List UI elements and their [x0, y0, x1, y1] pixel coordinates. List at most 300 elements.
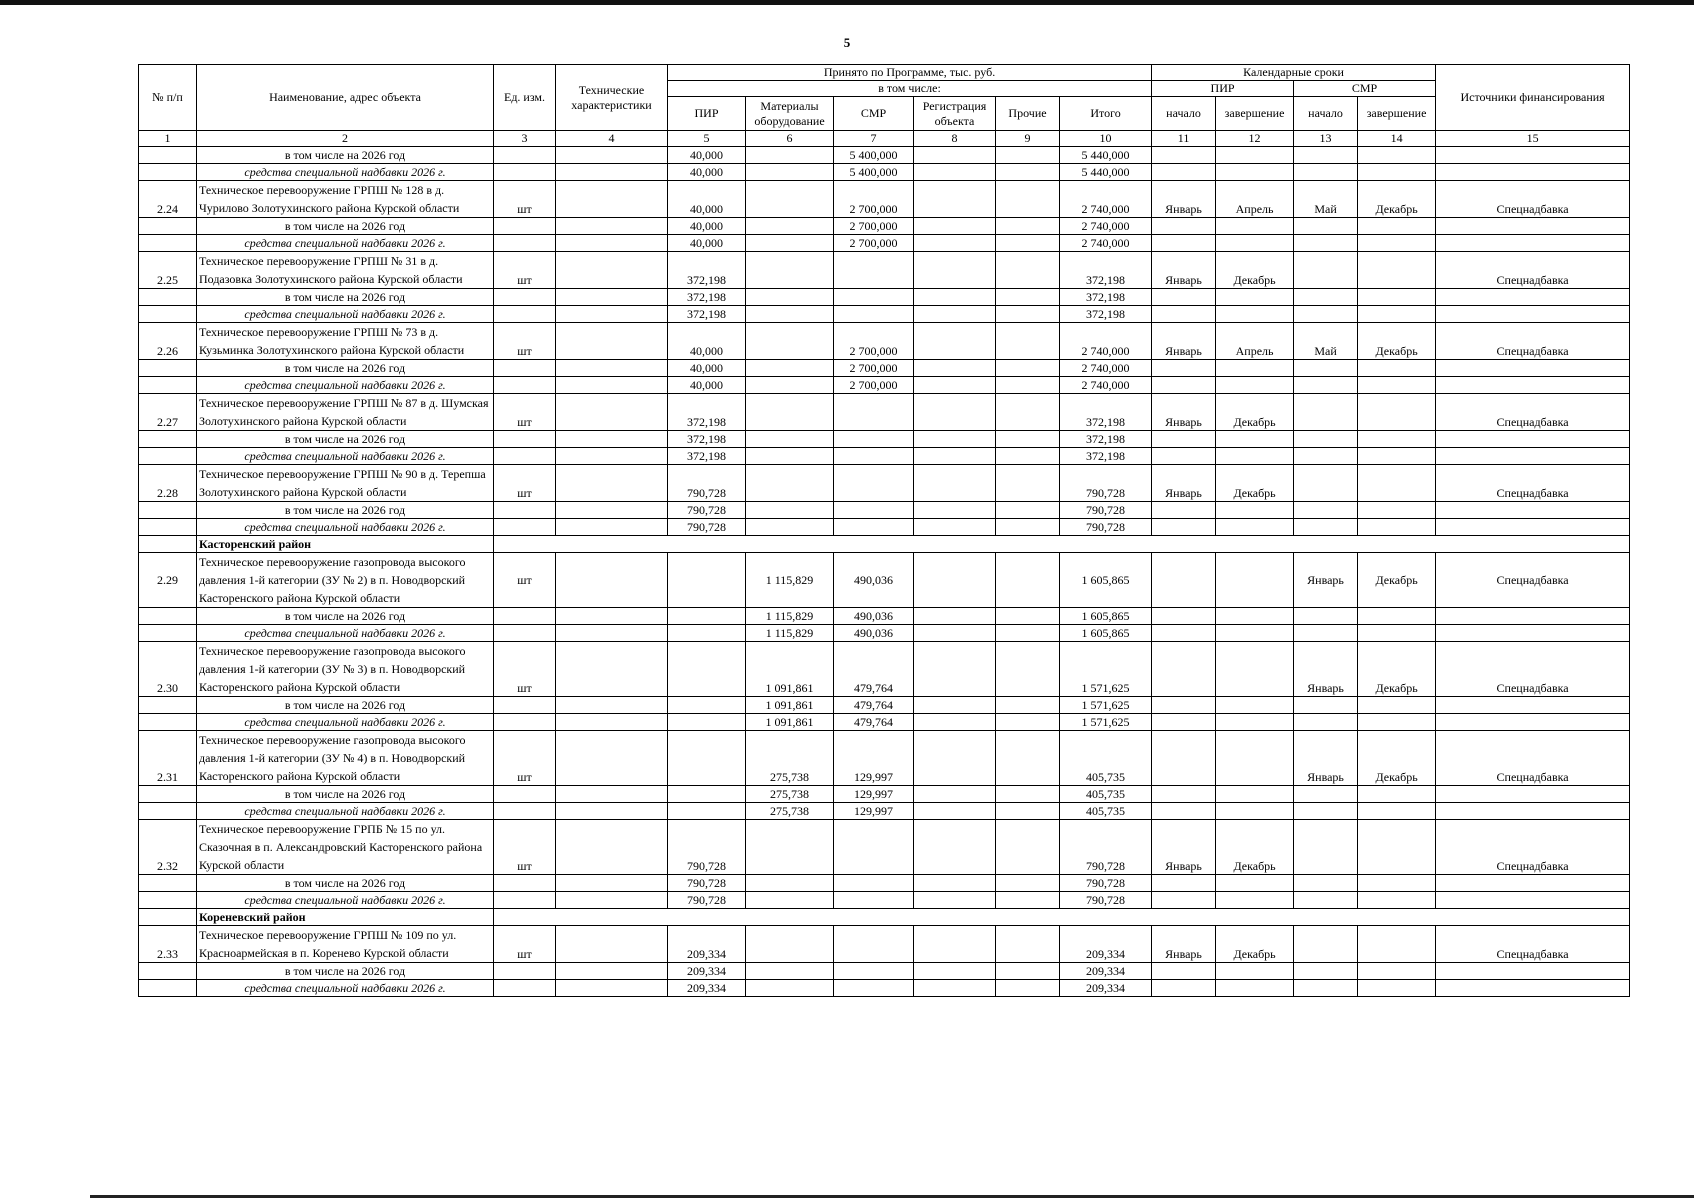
row-smr: 129,997 — [834, 731, 914, 786]
row-registration — [914, 963, 996, 980]
row-other — [996, 147, 1060, 164]
row-smr-end — [1358, 147, 1436, 164]
row-materials — [746, 147, 834, 164]
row-source — [1436, 306, 1630, 323]
row-num — [139, 536, 197, 553]
fund-row — [139, 980, 1630, 997]
row-registration — [914, 394, 996, 431]
row-smr-end — [1358, 820, 1436, 875]
row-num: 2.25 — [139, 252, 197, 289]
row-smr — [834, 926, 914, 963]
row-pir-start — [1152, 519, 1216, 536]
district-row — [139, 909, 1630, 926]
row-pir-end — [1216, 553, 1294, 608]
row-num — [139, 608, 197, 625]
row-registration — [914, 377, 996, 394]
row-other — [996, 360, 1060, 377]
row-tech — [556, 608, 668, 625]
row-pir-start — [1152, 786, 1216, 803]
row-registration — [914, 360, 996, 377]
row-registration — [914, 553, 996, 608]
row-pir-end — [1216, 431, 1294, 448]
row-pir-end: Декабрь — [1216, 252, 1294, 289]
fund-row — [139, 306, 1630, 323]
row-pir: 372,198 — [668, 448, 746, 465]
row-name: средства специальной надбавки 2026 г. — [197, 714, 494, 731]
row-smr — [834, 431, 914, 448]
row-materials: 275,738 — [746, 803, 834, 820]
row-registration — [914, 625, 996, 642]
object-row — [139, 394, 1630, 431]
row-registration — [914, 502, 996, 519]
row-pir: 372,198 — [668, 394, 746, 431]
row-other — [996, 625, 1060, 642]
row-pir — [668, 642, 746, 697]
row-source — [1436, 786, 1630, 803]
header-smr: СМР — [834, 97, 914, 131]
row-name: Техническое перевооружение газопровода высокого давления 1-й категории (ЗУ № 4) в п. Новодворский Касторенского района Курской области — [197, 731, 494, 786]
row-unit — [494, 289, 556, 306]
row-source: Спецнадбавка — [1436, 731, 1630, 786]
row-other — [996, 820, 1060, 875]
row-registration — [914, 875, 996, 892]
row-smr-start: Январь — [1294, 553, 1358, 608]
row-name: средства специальной надбавки 2026 г. — [197, 892, 494, 909]
row-total: 372,198 — [1060, 448, 1152, 465]
subtotal-row — [139, 963, 1630, 980]
row-pir — [668, 608, 746, 625]
row-smr-end — [1358, 289, 1436, 306]
row-pir: 40,000 — [668, 164, 746, 181]
row-num — [139, 218, 197, 235]
row-tech — [556, 519, 668, 536]
row-pir: 40,000 — [668, 147, 746, 164]
row-smr: 129,997 — [834, 803, 914, 820]
page-number: 5 — [843, 35, 851, 50]
row-other — [996, 164, 1060, 181]
row-name: Техническое перевооружение ГРПШ № 128 в д. Чурилово Золотухинского района Курской области — [197, 181, 494, 218]
object-row — [139, 731, 1630, 786]
row-pir-start: Январь — [1152, 465, 1216, 502]
fund-row — [139, 892, 1630, 909]
row-other — [996, 892, 1060, 909]
row-tech — [556, 164, 668, 181]
row-smr — [834, 892, 914, 909]
row-unit: шт — [494, 323, 556, 360]
row-total: 790,728 — [1060, 875, 1152, 892]
row-total: 2 740,000 — [1060, 181, 1152, 218]
row-source: Спецнадбавка — [1436, 181, 1630, 218]
subtotal-row — [139, 608, 1630, 625]
row-pir: 790,728 — [668, 875, 746, 892]
row-smr-start — [1294, 714, 1358, 731]
row-smr-start — [1294, 875, 1358, 892]
row-pir-end — [1216, 377, 1294, 394]
row-smr-end — [1358, 786, 1436, 803]
row-source — [1436, 625, 1630, 642]
row-num — [139, 786, 197, 803]
row-pir — [668, 786, 746, 803]
subtotal-row — [139, 502, 1630, 519]
row-total: 1 571,625 — [1060, 714, 1152, 731]
row-pir — [668, 803, 746, 820]
row-num — [139, 803, 197, 820]
row-tech — [556, 448, 668, 465]
row-pir: 40,000 — [668, 377, 746, 394]
row-pir-end — [1216, 625, 1294, 642]
row-smr-start — [1294, 625, 1358, 642]
row-num — [139, 875, 197, 892]
row-unit — [494, 377, 556, 394]
row-pir-start: Январь — [1152, 181, 1216, 218]
top-border-line — [0, 0, 1694, 5]
row-pir-end — [1216, 218, 1294, 235]
row-pir: 209,334 — [668, 963, 746, 980]
row-smr — [834, 963, 914, 980]
row-other — [996, 235, 1060, 252]
row-source — [1436, 963, 1630, 980]
row-smr-end: Декабрь — [1358, 642, 1436, 697]
row-smr-start — [1294, 306, 1358, 323]
row-num — [139, 164, 197, 181]
row-num: 2.28 — [139, 465, 197, 502]
row-pir-end — [1216, 306, 1294, 323]
row-other — [996, 642, 1060, 697]
fund-row — [139, 448, 1630, 465]
row-name: Техническое перевооружение газопровода высокого давления 1-й категории (ЗУ № 2) в п. Новодворский Касторенского района Курской области — [197, 553, 494, 608]
row-smr-end — [1358, 448, 1436, 465]
row-pir — [668, 731, 746, 786]
row-pir: 372,198 — [668, 431, 746, 448]
row-pir-start — [1152, 642, 1216, 697]
row-total: 1 571,625 — [1060, 642, 1152, 697]
row-pir: 790,728 — [668, 465, 746, 502]
header-sources: Источники финансирования — [1436, 65, 1630, 131]
row-pir: 372,198 — [668, 289, 746, 306]
header-pir-end: завершение — [1216, 97, 1294, 131]
row-pir: 40,000 — [668, 235, 746, 252]
row-smr-start — [1294, 218, 1358, 235]
row-materials: 1 091,861 — [746, 642, 834, 697]
header-pir-start: начало — [1152, 97, 1216, 131]
row-tech — [556, 147, 668, 164]
row-source: Спецнадбавка — [1436, 926, 1630, 963]
subtotal-row — [139, 360, 1630, 377]
fund-row — [139, 377, 1630, 394]
row-pir-end: Декабрь — [1216, 926, 1294, 963]
row-unit — [494, 147, 556, 164]
row-smr: 490,036 — [834, 608, 914, 625]
row-name: средства специальной надбавки 2026 г. — [197, 980, 494, 997]
row-smr — [834, 502, 914, 519]
col-number: 5 — [668, 131, 746, 147]
row-registration — [914, 252, 996, 289]
row-materials — [746, 465, 834, 502]
row-materials — [746, 306, 834, 323]
column-numbers-row — [139, 131, 1630, 147]
row-tech — [556, 697, 668, 714]
row-pir-end — [1216, 963, 1294, 980]
row-name: в том числе на 2026 год — [197, 431, 494, 448]
row-unit — [494, 697, 556, 714]
row-tech — [556, 553, 668, 608]
row-smr-end: Декабрь — [1358, 553, 1436, 608]
row-materials: 1 115,829 — [746, 553, 834, 608]
row-materials: 275,738 — [746, 786, 834, 803]
row-name: в том числе на 2026 год — [197, 697, 494, 714]
row-num — [139, 448, 197, 465]
row-unit — [494, 502, 556, 519]
row-name: средства специальной надбавки 2026 г. — [197, 519, 494, 536]
col-number: 10 — [1060, 131, 1152, 147]
row-registration — [914, 519, 996, 536]
header-cal-smr: СМР — [1294, 81, 1436, 97]
row-name: Техническое перевооружение ГРПШ № 31 в д. Подазовка Золотухинского района Курской области — [197, 252, 494, 289]
row-num — [139, 714, 197, 731]
row-unit: шт — [494, 820, 556, 875]
district-name: Кореневский район — [197, 909, 494, 926]
row-total: 209,334 — [1060, 980, 1152, 997]
row-tech — [556, 926, 668, 963]
row-pir-end — [1216, 448, 1294, 465]
row-smr-end — [1358, 803, 1436, 820]
row-total: 372,198 — [1060, 394, 1152, 431]
row-num: 2.30 — [139, 642, 197, 697]
row-registration — [914, 181, 996, 218]
row-tech — [556, 502, 668, 519]
object-row — [139, 642, 1630, 697]
row-materials — [746, 377, 834, 394]
row-smr-start — [1294, 448, 1358, 465]
row-pir-end — [1216, 360, 1294, 377]
row-other — [996, 519, 1060, 536]
row-pir-end — [1216, 892, 1294, 909]
row-unit — [494, 431, 556, 448]
object-row — [139, 553, 1630, 608]
row-unit — [494, 519, 556, 536]
header-name: Наименование, адрес объекта — [197, 65, 494, 131]
row-smr-end — [1358, 502, 1436, 519]
row-smr-start — [1294, 980, 1358, 997]
col-number: 8 — [914, 131, 996, 147]
row-smr: 5 400,000 — [834, 147, 914, 164]
row-pir: 790,728 — [668, 502, 746, 519]
row-unit: шт — [494, 181, 556, 218]
row-total: 5 440,000 — [1060, 147, 1152, 164]
row-total: 2 740,000 — [1060, 218, 1152, 235]
row-smr-start — [1294, 431, 1358, 448]
row-tech — [556, 731, 668, 786]
row-pir: 209,334 — [668, 926, 746, 963]
row-materials — [746, 519, 834, 536]
row-registration — [914, 697, 996, 714]
row-smr — [834, 306, 914, 323]
row-registration — [914, 218, 996, 235]
row-smr-start — [1294, 465, 1358, 502]
row-materials — [746, 502, 834, 519]
row-name: Техническое перевооружение ГРПБ № 15 по ул. Сказочная в п. Александровский Касторенского района Курской области — [197, 820, 494, 875]
row-unit — [494, 714, 556, 731]
header-smr-end: завершение — [1358, 97, 1436, 131]
row-smr: 2 700,000 — [834, 323, 914, 360]
row-materials — [746, 980, 834, 997]
row-smr-start — [1294, 892, 1358, 909]
bottom-border-line — [90, 1195, 1694, 1198]
header-including: в том числе: — [668, 81, 1152, 97]
row-smr-start — [1294, 803, 1358, 820]
row-registration — [914, 980, 996, 997]
row-smr-end — [1358, 519, 1436, 536]
row-other — [996, 553, 1060, 608]
row-smr — [834, 875, 914, 892]
subtotal-row — [139, 218, 1630, 235]
row-pir-start — [1152, 553, 1216, 608]
row-smr-start — [1294, 289, 1358, 306]
row-num — [139, 909, 197, 926]
row-name: средства специальной надбавки 2026 г. — [197, 377, 494, 394]
row-pir-start — [1152, 448, 1216, 465]
row-pir-end — [1216, 519, 1294, 536]
row-total: 209,334 — [1060, 926, 1152, 963]
row-pir-end — [1216, 235, 1294, 252]
row-unit — [494, 980, 556, 997]
row-registration — [914, 164, 996, 181]
header-materials: Материалы оборудование — [746, 97, 834, 131]
row-pir — [668, 714, 746, 731]
row-source — [1436, 892, 1630, 909]
row-pir: 40,000 — [668, 218, 746, 235]
row-smr-start — [1294, 360, 1358, 377]
row-tech — [556, 625, 668, 642]
row-smr — [834, 289, 914, 306]
row-unit — [494, 786, 556, 803]
row-smr-end — [1358, 465, 1436, 502]
row-other — [996, 697, 1060, 714]
row-pir-start — [1152, 875, 1216, 892]
row-tech — [556, 289, 668, 306]
row-registration — [914, 786, 996, 803]
row-smr: 2 700,000 — [834, 377, 914, 394]
row-other — [996, 980, 1060, 997]
row-unit: шт — [494, 394, 556, 431]
row-pir-end: Апрель — [1216, 323, 1294, 360]
row-total: 209,334 — [1060, 963, 1152, 980]
row-num — [139, 892, 197, 909]
subtotal-row — [139, 147, 1630, 164]
row-materials: 275,738 — [746, 731, 834, 786]
row-total: 1 605,865 — [1060, 608, 1152, 625]
row-smr-start: Январь — [1294, 731, 1358, 786]
row-smr-start: Май — [1294, 323, 1358, 360]
row-smr-start — [1294, 926, 1358, 963]
row-materials — [746, 431, 834, 448]
row-pir-start — [1152, 289, 1216, 306]
district-name: Касторенский район — [197, 536, 494, 553]
row-tech — [556, 181, 668, 218]
row-source — [1436, 875, 1630, 892]
row-registration — [914, 926, 996, 963]
row-smr-end — [1358, 697, 1436, 714]
row-source — [1436, 697, 1630, 714]
row-smr: 2 700,000 — [834, 360, 914, 377]
fund-row — [139, 803, 1630, 820]
row-smr-end: Декабрь — [1358, 731, 1436, 786]
row-num — [139, 697, 197, 714]
row-num — [139, 360, 197, 377]
row-num — [139, 502, 197, 519]
row-smr: 2 700,000 — [834, 181, 914, 218]
row-smr-end — [1358, 164, 1436, 181]
row-smr — [834, 465, 914, 502]
row-tech — [556, 252, 668, 289]
row-pir-start — [1152, 714, 1216, 731]
row-other — [996, 431, 1060, 448]
row-other — [996, 502, 1060, 519]
row-smr-end — [1358, 306, 1436, 323]
row-num — [139, 289, 197, 306]
row-num — [139, 377, 197, 394]
row-materials — [746, 892, 834, 909]
row-smr-end — [1358, 608, 1436, 625]
row-smr-end: Декабрь — [1358, 323, 1436, 360]
row-other — [996, 875, 1060, 892]
row-total: 790,728 — [1060, 519, 1152, 536]
row-num — [139, 306, 197, 323]
row-unit: шт — [494, 642, 556, 697]
row-total: 372,198 — [1060, 431, 1152, 448]
row-source: Спецнадбавка — [1436, 323, 1630, 360]
row-pir-end: Апрель — [1216, 181, 1294, 218]
row-tech — [556, 786, 668, 803]
row-pir-start — [1152, 306, 1216, 323]
fund-row — [139, 519, 1630, 536]
row-source: Спецнадбавка — [1436, 465, 1630, 502]
row-pir-start: Январь — [1152, 926, 1216, 963]
row-smr-end — [1358, 431, 1436, 448]
row-name: средства специальной надбавки 2026 г. — [197, 235, 494, 252]
row-materials: 1 091,861 — [746, 714, 834, 731]
row-name: в том числе на 2026 год — [197, 218, 494, 235]
row-source: Спецнадбавка — [1436, 394, 1630, 431]
row-unit — [494, 448, 556, 465]
row-pir-start — [1152, 147, 1216, 164]
row-smr: 479,764 — [834, 714, 914, 731]
row-tech — [556, 377, 668, 394]
row-other — [996, 377, 1060, 394]
row-materials — [746, 235, 834, 252]
row-total: 405,735 — [1060, 786, 1152, 803]
row-smr-start — [1294, 820, 1358, 875]
row-name: Техническое перевооружение ГРПШ № 109 по ул. Красноармейская в п. Коренево Курской области — [197, 926, 494, 963]
row-total: 2 740,000 — [1060, 360, 1152, 377]
row-registration — [914, 431, 996, 448]
row-registration — [914, 306, 996, 323]
row-total: 1 605,865 — [1060, 625, 1152, 642]
row-name: в том числе на 2026 год — [197, 786, 494, 803]
row-unit — [494, 892, 556, 909]
row-pir-end: Декабрь — [1216, 820, 1294, 875]
row-source — [1436, 502, 1630, 519]
header-accepted: Принято по Программе, тыс. руб. — [668, 65, 1152, 81]
row-total: 5 440,000 — [1060, 164, 1152, 181]
object-row — [139, 323, 1630, 360]
row-unit: шт — [494, 926, 556, 963]
object-row — [139, 926, 1630, 963]
row-pir-start — [1152, 980, 1216, 997]
row-tech — [556, 980, 668, 997]
row-registration — [914, 608, 996, 625]
row-name: в том числе на 2026 год — [197, 289, 494, 306]
